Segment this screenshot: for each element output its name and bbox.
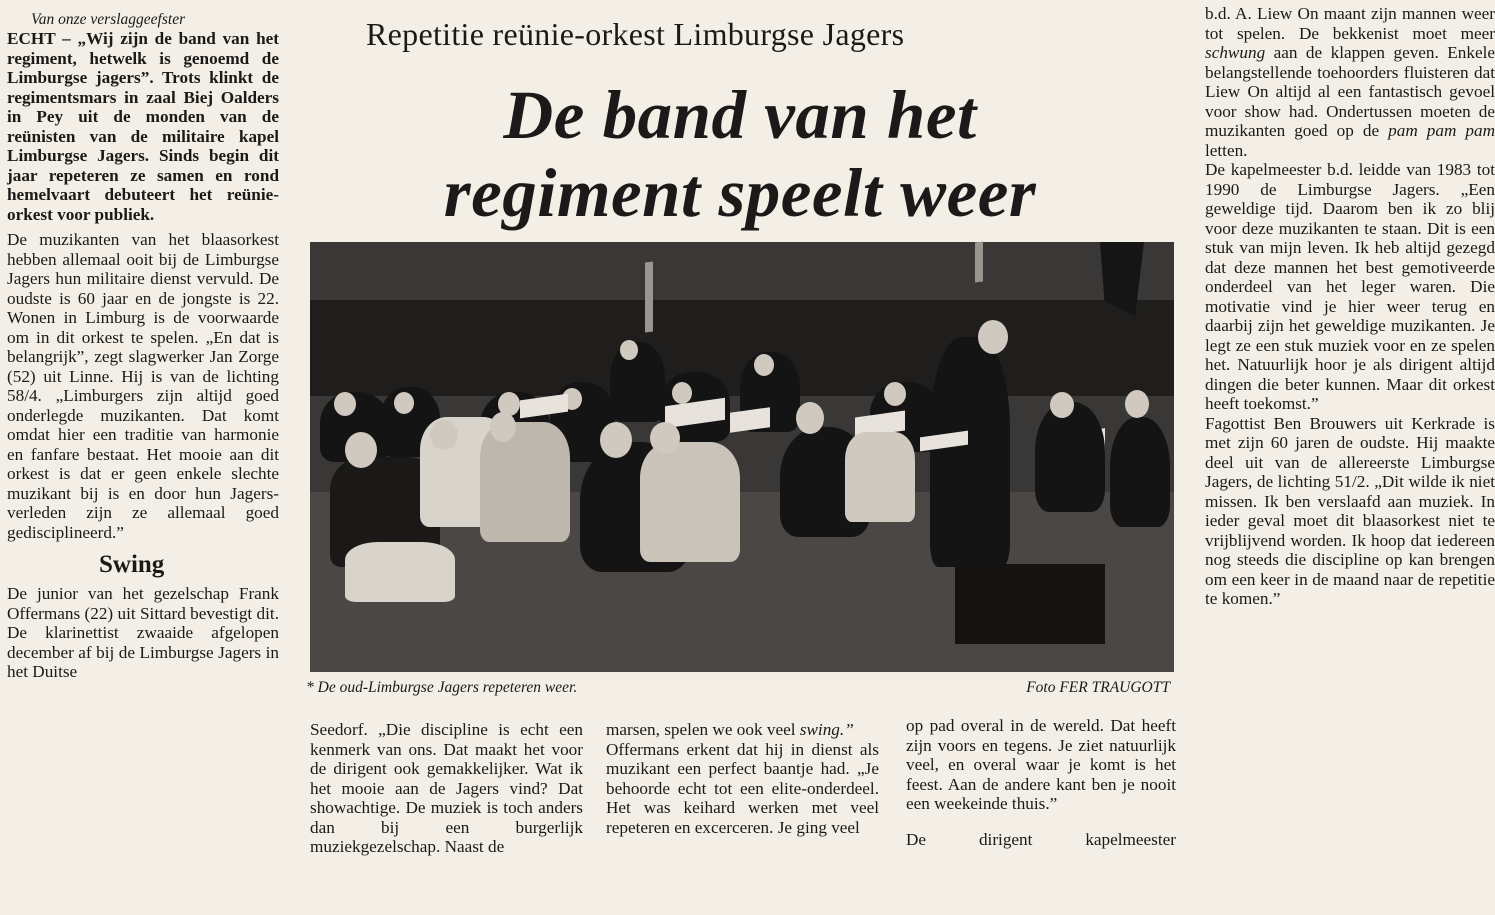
column-3 [606,720,879,837]
kicker-headline: Repetitie reünie-orkest Limburgse Jagers [366,16,905,52]
body-paragraph: Fagottist Ben Brouwers uit Kerkrade is met zijn 60 jaren de oudste. Hij maakte deel uit van de allereerste Limburgse Jagers, de lichting 51/2. „Dit wilde ik niet missen. Ik ben verslaafd aan muziek. In ieder geval moet dit blaasorkest niet te vrijblijvend worden. Ik hoop dat iedereen nog steeds die discipline op kan brengen om een keer in de maand naar de repetitie te komen.” [1205,413,1495,608]
caption-text: * De oud-Limburgse Jagers repeteren weer. [306,679,578,696]
orchestra-photo [310,242,1174,672]
body-paragraph: Seedorf. „Die discipline is echt een kenmerk van ons. Dat maakt het voor de dirigent ook gemakkelijker. Wat ik het mooie aan de Jagers vind? Dat showachtige. De muziek is toch anders dan bij een burgerlijk muziekgezelschap. Naast de [310,720,583,856]
headline-line-1: De band van het [503,77,977,153]
photo-caption [306,679,1174,697]
byline: Van onze verslaggeefster [31,11,186,28]
column-4 [906,716,1176,849]
headline-line-2: regiment speelt weer [443,155,1037,231]
body-paragraph: De junior van het gezelschap Frank Offermans (22) uit Sittard bevestigt dit. De klarinettist zwaaide afgelopen december af bij de Limburgse Jagers in het Duitse [7,584,279,681]
subheading-swing: Swing [99,551,165,578]
body-paragraph: b.d. A. Liew On maant zijn mannen weer tot spelen. De bekkenist moet meer schwung aan de klappen geven. Enkele belangstellende toehoorders fluisteren dat Liew On altijd al een fantastisch gevoel voor show had. Ondertussen moeten de muzikanten goed op de pam pam pam letten. [1205,4,1495,160]
column-1 [7,10,279,682]
body-paragraph: De muzikanten van het blaasorkest hebben allemaal ooit bij de Limburgse Jagers hun militaire dienst vervuld. De oudste is 60 jaar en de jongste is 22. Wonen in Limburg is de voorwaarde om in dit orkest te spelen. „En dat is belangrijk”, zegt slagwerker Jan Zorge (52) uit Linne. Hij is van de lichting 58/4. „Limburgers zijn altijd goed onderlegde muzikanten. Dat komt omdat hier een traditie van harmonie en fanfare bestaat. Het mooie aan dit orkest is dat er geen enkele slechte muzikant bij is en door hun Jagers-verleden zijn ze allemaal goed gedisciplineerd.” [7,230,279,542]
column-5 [1205,4,1495,909]
body-paragraph: Offermans erkent dat hij in dienst als muzikant een perfect baantje had. „Je behoorde echt tot een elite-onderdeel. Het was keihard werken met veel repeteren en excerceren. Je ging veel [606,739,879,837]
main-headline [340,76,1140,232]
body-paragraph: op pad overal in de wereld. Dat heeft zijn voors en tegens. Je ziet natuurlijk veel, en overal waar je komt is het feest. Aan de andere kant ben je nooit een weekeinde thuis.” [906,716,1176,813]
body-paragraph: De dirigent kapelmeester [906,829,1176,849]
photo-credit: Foto FER TRAUGOTT [1026,679,1170,696]
body-paragraph: De kapelmeester b.d. leidde van 1983 tot 1990 de Limburgse Jagers. „Een geweldige tijd. Daarom ben ik zo blij voor deze muzikanten te staan. Dit is een stuk van mijn leven. Ik heb altijd gezegd dat deze mannen het best gemotiveerde onderdeel van het leger waren. Die motivatie vind je hier weer terug en daarbij zijn het geweldige muzikanten. Je legt ze een stuk muziek voor en ze spelen het. Natuurlijk hoor je als dirigent altijd dingen die beter kunnen. Maar dit orkest heeft toekomst.” [1205,160,1495,413]
column-2 [310,720,583,857]
intro-paragraph: ECHT – „Wij zijn de band van het regiment, hetwelk is genoemd de Limburgse jagers”. Trots klinkt de regimentsmars in zaal Biej Oalders in Pey uit de monden van de reünisten van de militaire kapel Limburgse Jagers. Sinds begin dit jaar repeteren ze samen en rond hemelvaart debuteert het reünie-orkest voor publiek. [7,29,279,224]
body-paragraph: marsen, spelen we ook veel swing.” [606,720,854,739]
